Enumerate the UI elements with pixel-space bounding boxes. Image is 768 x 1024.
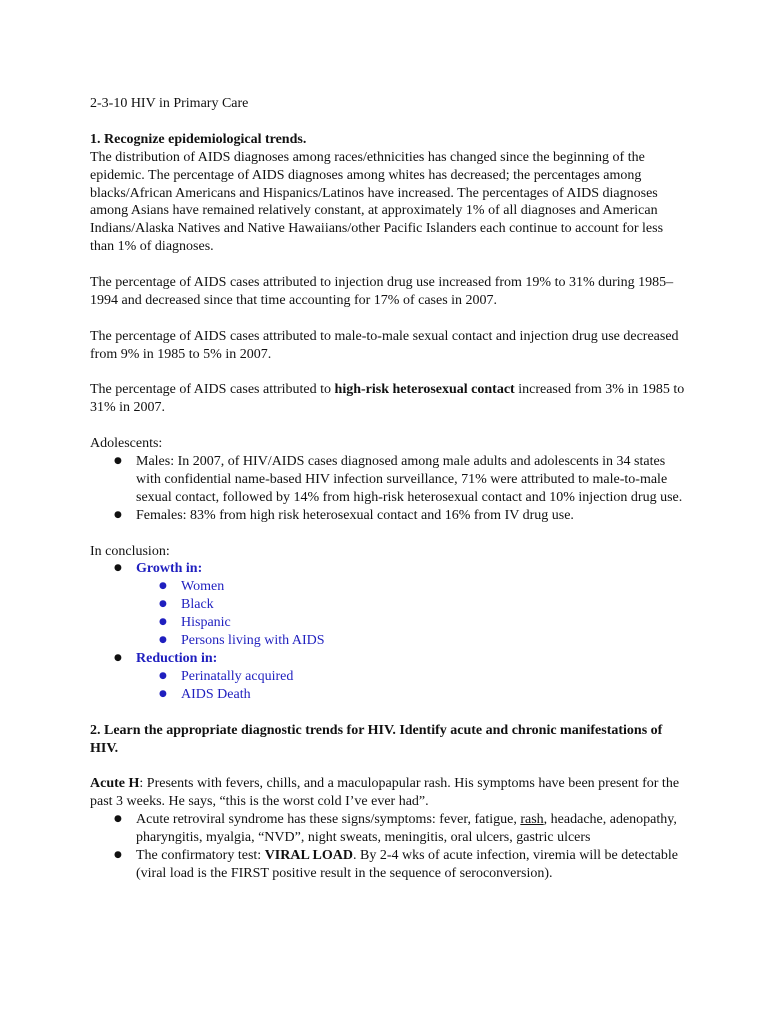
symptoms-text-start: Acute retroviral syndrome has these signs/symptoms: fever, fatigue,: [136, 812, 521, 828]
race-distribution-paragraph: The distribution of AIDS diagnoses among races/ethnicities has changed since the beginning of the epidemic. The percentage of AIDS diagnoses among whites has decreased; the percentages among blacks/African Americans and Hispanics/Latinos have increased. The percentages of AIDS diagnoses among Asians have remained relatively constant, at approximately 1% of all diagnoses and American Indians/Alaska Natives and Native Hawaiians/other Pacific Islanders each continue to account for less than 1% of diagnoses.: [90, 149, 664, 255]
conclusion-label: In conclusion:: [90, 543, 170, 559]
male-contact-paragraph: The percentage of AIDS cases attributed to male-to-male sexual contact and injection drug use decreased from 9% in 1985 to 5% in 2007.: [90, 328, 679, 362]
list-item: ● Persons living with AIDS: [136, 632, 690, 650]
section-2-heading: 2. Learn the appropriate diagnostic trends for HIV. Identify acute and chronic manifestations of HIV.: [90, 722, 663, 756]
test-text-end: . By 2-4 wks of acute infection, viremia will be detectable (viral load is the FIRST positive result in the sequence of seroconversion).: [136, 847, 678, 881]
list-item: ● AIDS Death: [136, 686, 690, 704]
conclusion-list: [90, 560, 690, 703]
list-item: ● Hispanic: [136, 614, 690, 632]
acute-list: [90, 811, 690, 883]
list-item-males: ● Males: In 2007, of HIV/AIDS cases diagnosed among male adults and adolescents in 34 states with confidential name-based HIV infection surveillance, 71% were attributed to male-to-male sexual contact, followed by 14% from high-risk heterosexual contact and 10% injection drug use.: [90, 453, 690, 507]
list-item-symptoms: [90, 811, 690, 847]
growth-sublist: [136, 578, 690, 650]
heterosexual-contact-paragraph: [90, 381, 690, 417]
injection-drug-paragraph: The percentage of AIDS cases attributed to injection drug use increased from 19% to 31% during 1985–1994 and decreased since that time accounting for 17% of cases in 2007.: [90, 275, 674, 308]
symptoms-underlined-word: rash: [520, 812, 544, 828]
list-item-reduction: [90, 650, 690, 704]
symptoms-text-end: , headache, adenopathy, pharyngitis, myalgia, “NVD”, night sweats, meningitis, oral ulcers, gastric ulcers: [136, 812, 677, 846]
para4-text-start: The percentage of AIDS cases attributed to: [90, 382, 335, 398]
list-item-confirmatory-test: [90, 847, 690, 883]
reduction-label: Reduction in:: [136, 651, 218, 666]
growth-label: Growth in:: [136, 561, 203, 577]
para4-bold-phrase: high-risk heterosexual contact: [334, 382, 515, 398]
adolescents-label: Adolescents:: [90, 436, 163, 452]
list-item-growth: [90, 560, 690, 650]
adolescents-list: [90, 453, 690, 525]
document-title: 2-3-10 HIV in Primary Care: [90, 96, 249, 111]
list-item-females: ● Females: 83% from high risk heterosexual contact and 16% from IV drug use.: [90, 507, 690, 525]
acute-paragraph: [90, 775, 690, 811]
test-bold-phrase: VIRAL LOAD: [264, 847, 353, 863]
list-item: ● Perinatally acquired: [136, 668, 690, 686]
acute-label: Acute H: [90, 776, 140, 792]
para4-text-end: increased from 3% in 1985 to 31% in 2007.: [90, 382, 685, 416]
list-item: ● Black: [136, 596, 690, 614]
section-1-heading: 1. Recognize epidemiological trends.: [90, 131, 307, 147]
document-page: [90, 95, 690, 883]
test-text-start: The confirmatory test:: [136, 847, 265, 863]
acute-text: : Presents with fevers, chills, and a maculopapular rash. His symptoms have been present for the past 3 weeks. He says, “this is the worst cold I’ve ever had”.: [90, 776, 680, 810]
reduction-sublist: [136, 668, 690, 704]
list-item: ● Women: [136, 578, 690, 596]
